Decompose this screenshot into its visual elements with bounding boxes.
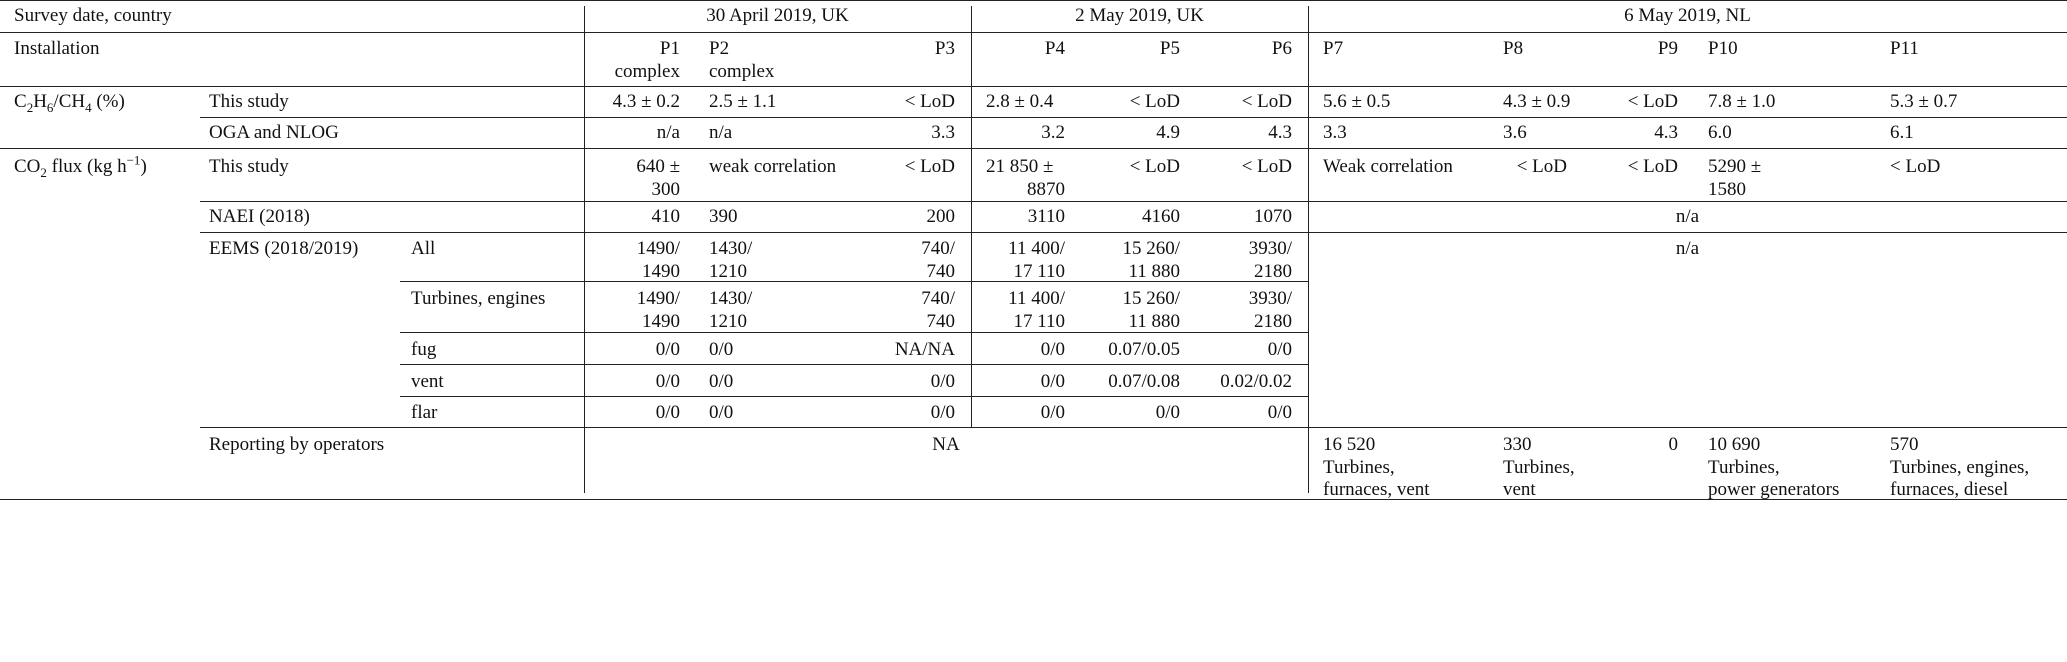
oga-p6: 4.3: [1268, 122, 1292, 143]
survey-label: Survey date, country: [14, 5, 172, 26]
eems-turb-p2-b: 1210: [709, 311, 747, 332]
ratio-this-p11: 5.3 ± 0.7: [1890, 91, 1958, 112]
col-p2-complex: complex: [709, 61, 775, 82]
eems-turb-p5-b: 11 880: [1128, 311, 1180, 332]
eems-all-p6-a: 3930/: [1248, 238, 1292, 259]
date-nl: 6 May 2019, NL: [1624, 5, 1751, 26]
ratio-this-p5: < LoD: [1129, 91, 1180, 112]
flux-label: $CO_2$ flux (kg $h^{-1}$): [14, 152, 147, 180]
flar-p4: 0/0: [1040, 402, 1065, 423]
reporting-p11-c: furnaces, diesel: [1890, 479, 2009, 500]
fug-p3: NA/NA: [894, 339, 955, 360]
eems-turb-p6-a: 3930/: [1248, 288, 1292, 309]
eems-turb-p2-a: 1430/: [709, 288, 753, 309]
eems-turb-p6-b: 2180: [1254, 311, 1292, 332]
fug-p6: 0/0: [1267, 339, 1292, 360]
col-p4: P4: [1044, 38, 1065, 59]
rule-ratio-this: [200, 117, 2067, 118]
col-p11: P11: [1890, 38, 1919, 59]
flar-p1: 0/0: [655, 402, 680, 423]
flar-p2: 0/0: [709, 402, 734, 423]
eems-turb-p4-b: 17 110: [1013, 311, 1065, 332]
fug-p5: 0.07/0.05: [1108, 339, 1180, 360]
ratio-this-p2: 2.5 ± 1.1: [709, 91, 777, 112]
eems-all-p3-a: 740/: [921, 238, 955, 259]
col-p3: P3: [934, 38, 955, 59]
eems-all-p4-a: 11 400/: [1008, 238, 1065, 259]
eems-all-p3-b: 740: [926, 261, 955, 282]
rule-fug: [400, 364, 1308, 365]
rule-installation: [0, 86, 2067, 87]
reporting-p7-b: Turbines,: [1323, 457, 1395, 478]
vent-label: vent: [411, 371, 444, 392]
oga-p1: n/a: [656, 122, 680, 143]
ratio-this-p6: < LoD: [1241, 91, 1292, 112]
naei-label: NAEI (2018): [209, 206, 310, 227]
date-uk2: 2 May 2019, UK: [1075, 5, 1204, 26]
flux-this-p4-b: 8870: [1027, 179, 1065, 200]
flux-this-p4-a: 21 850 ±: [986, 156, 1054, 177]
flar-p5: 0/0: [1155, 402, 1180, 423]
fug-p2: 0/0: [709, 339, 734, 360]
ratio-this-p10: 7.8 ± 1.0: [1708, 91, 1776, 112]
reporting-p7-a: 16 520: [1323, 434, 1376, 455]
eems-turb-p3-b: 740: [926, 311, 955, 332]
oga-p3: 3.3: [931, 122, 955, 143]
naei-p3: 200: [926, 206, 955, 227]
col-p1-complex: complex: [614, 61, 680, 82]
rule-top: [0, 0, 2067, 1]
flux-this-p1-a: 640 ±: [636, 156, 680, 177]
reporting-p9: 0: [1668, 434, 1678, 455]
col-p9: P9: [1657, 38, 1678, 59]
eems-turb-p5-a: 15 260/: [1122, 288, 1180, 309]
eems-all-p5-b: 11 880: [1128, 261, 1180, 282]
flux-this-p8: < LoD: [1516, 156, 1567, 177]
eems-turb-p1-b: 1490: [642, 311, 680, 332]
rule-flux-this: [200, 201, 2067, 202]
reporting-uk-na: NA: [932, 434, 960, 455]
eems-turb-label: Turbines, engines: [411, 288, 546, 309]
installation-label: Installation: [14, 38, 100, 59]
col-p2: P2: [709, 38, 730, 59]
col-p6: P6: [1271, 38, 1292, 59]
flar-p6: 0/0: [1267, 402, 1292, 423]
reporting-label: Reporting by operators: [209, 434, 385, 455]
col-p8: P8: [1503, 38, 1524, 59]
flux-this-p1-b: 300: [651, 179, 680, 200]
ratio-this-p8: 4.3 ± 0.9: [1503, 91, 1571, 112]
vent-p3: 0/0: [930, 371, 955, 392]
ratio-this-study-label: This study: [209, 91, 289, 112]
fug-p1: 0/0: [655, 339, 680, 360]
rule-flar: [200, 427, 2067, 428]
eems-turb-p1-a: 1490/: [636, 288, 680, 309]
reporting-p10-a: 10 690: [1708, 434, 1761, 455]
oga-p11: 6.1: [1890, 122, 1914, 143]
oga-p4: 3.2: [1041, 122, 1065, 143]
date-uk1: 30 April 2019, UK: [706, 5, 849, 26]
eems-all-p6-b: 2180: [1254, 261, 1292, 282]
eems-all-p1-b: 1490: [642, 261, 680, 282]
flux-this-p11: < LoD: [1890, 156, 1941, 177]
rule-ratio: [0, 148, 2067, 149]
eems-all-p2-a: 1430/: [709, 238, 753, 259]
eems-turb-p4-a: 11 400/: [1008, 288, 1065, 309]
vent-p1: 0/0: [655, 371, 680, 392]
flux-this-p3: < LoD: [904, 156, 955, 177]
flux-this-p6: < LoD: [1241, 156, 1292, 177]
ratio-label: $C_2H_6/CH_4$ (%): [14, 91, 125, 115]
oga-p10: 6.0: [1708, 122, 1732, 143]
eems-all-p2-b: 1210: [709, 261, 747, 282]
col-p7: P7: [1323, 38, 1344, 59]
flux-this-p2: weak correlation: [709, 156, 837, 177]
vent-p5: 0.07/0.08: [1108, 371, 1180, 392]
oga-p2: n/a: [709, 122, 733, 143]
flux-this-p7: Weak correlation: [1323, 156, 1453, 177]
reporting-p8-b: Turbines,: [1503, 457, 1575, 478]
eems-turb-p3-a: 740/: [921, 288, 955, 309]
eems-label: EEMS (2018/2019): [209, 238, 359, 259]
rule-naei: [200, 232, 2067, 233]
oga-label: OGA and NLOG: [209, 122, 339, 143]
vent-p2: 0/0: [709, 371, 734, 392]
flux-this-p10-b: 1580: [1708, 179, 1746, 200]
flux-this-p10-a: 5290 ±: [1708, 156, 1762, 177]
flux-this-p9: < LoD: [1627, 156, 1678, 177]
naei-p4: 3110: [1027, 206, 1065, 227]
fug-label: fug: [411, 339, 437, 360]
flar-label: flar: [411, 402, 438, 423]
ratio-this-p3: < LoD: [904, 91, 955, 112]
vent-p4: 0/0: [1040, 371, 1065, 392]
flux-this-p5: < LoD: [1129, 156, 1180, 177]
col-p10: P10: [1708, 38, 1738, 59]
flux-this-study-label: This study: [209, 156, 289, 177]
col-p5: P5: [1159, 38, 1180, 59]
flar-p3: 0/0: [930, 402, 955, 423]
oga-p9: 4.3: [1654, 122, 1678, 143]
naei-p1: 410: [651, 206, 680, 227]
reporting-p11-b: Turbines, engines,: [1890, 457, 2030, 478]
reporting-p8-a: 330: [1503, 434, 1532, 455]
oga-p7: 3.3: [1323, 122, 1347, 143]
vent-p6: 0.02/0.02: [1220, 371, 1292, 392]
eems-all-p1-a: 1490/: [636, 238, 680, 259]
naei-nl-na: n/a: [1675, 206, 1700, 227]
naei-p6: 1070: [1254, 206, 1292, 227]
naei-p5: 4160: [1142, 206, 1180, 227]
rule-vent: [400, 396, 1308, 397]
reporting-p8-c: vent: [1503, 479, 1536, 500]
ratio-this-p7: 5.6 ± 0.5: [1323, 91, 1391, 112]
fug-p4: 0/0: [1040, 339, 1065, 360]
ratio-this-p1: 4.3 ± 0.2: [612, 91, 680, 112]
col-p1: P1: [659, 38, 680, 59]
eems-all-label: All: [411, 238, 436, 259]
eems-all-p4-b: 17 110: [1013, 261, 1065, 282]
ratio-this-p9: < LoD: [1627, 91, 1678, 112]
rule-header: [0, 32, 2067, 33]
naei-p2: 390: [709, 206, 738, 227]
oga-p8: 3.6: [1503, 122, 1527, 143]
reporting-p10-c: power generators: [1708, 479, 1840, 500]
reporting-p10-b: Turbines,: [1708, 457, 1780, 478]
eems-nl-na: n/a: [1675, 238, 1700, 259]
ratio-this-p4: 2.8 ± 0.4: [986, 91, 1054, 112]
eems-all-p5-a: 15 260/: [1122, 238, 1180, 259]
reporting-p7-c: furnaces, vent: [1323, 479, 1430, 500]
reporting-p11-a: 570: [1890, 434, 1919, 455]
oga-p5: 4.9: [1156, 122, 1180, 143]
